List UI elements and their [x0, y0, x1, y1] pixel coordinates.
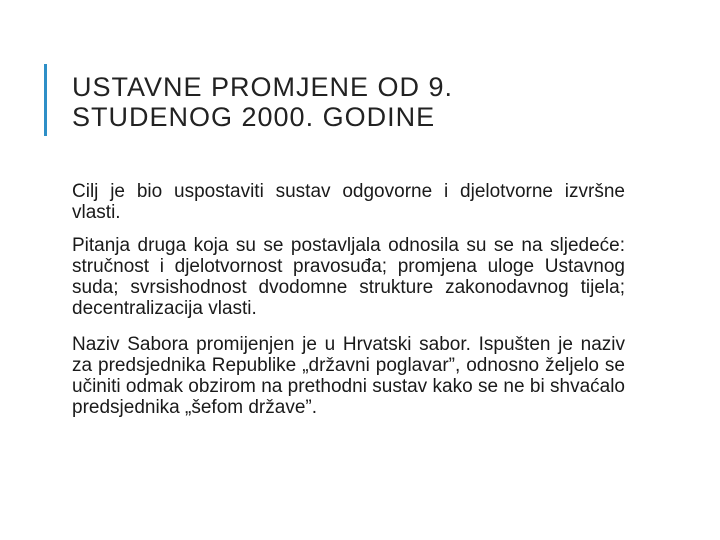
paragraph-goal: Cilj je bio uspostaviti sustav odgovorne i djelotvorne izvršne vlasti.	[72, 181, 625, 223]
slide-body	[72, 181, 625, 430]
slide-title-line-2: STUDENOG 2000. GODINE	[72, 102, 436, 132]
slide-title	[72, 72, 672, 132]
paragraph-questions: Pitanja druga koja su se postavljala odnosila su se na sljedeće: stručnost i djelotvornost pravosuđa; promjena uloge Ustavnog suda; svrsishodnost dvodomne strukture zakonodavnog tijela; decentralizacija vlasti.	[72, 235, 625, 319]
paragraph-sabor: Naziv Sabora promijenjen je u Hrvatski sabor. Ispušten je naziv za predsjednika Republike „državni poglavar”, odnosno željelo se učiniti odmak obzirom na prethodni sustav kako se ne bi shvaćalo predsjednika „šefom države”.	[72, 334, 625, 418]
slide-title-line-1: USTAVNE PROMJENE OD 9.	[72, 72, 454, 102]
title-accent-bar	[44, 64, 47, 136]
